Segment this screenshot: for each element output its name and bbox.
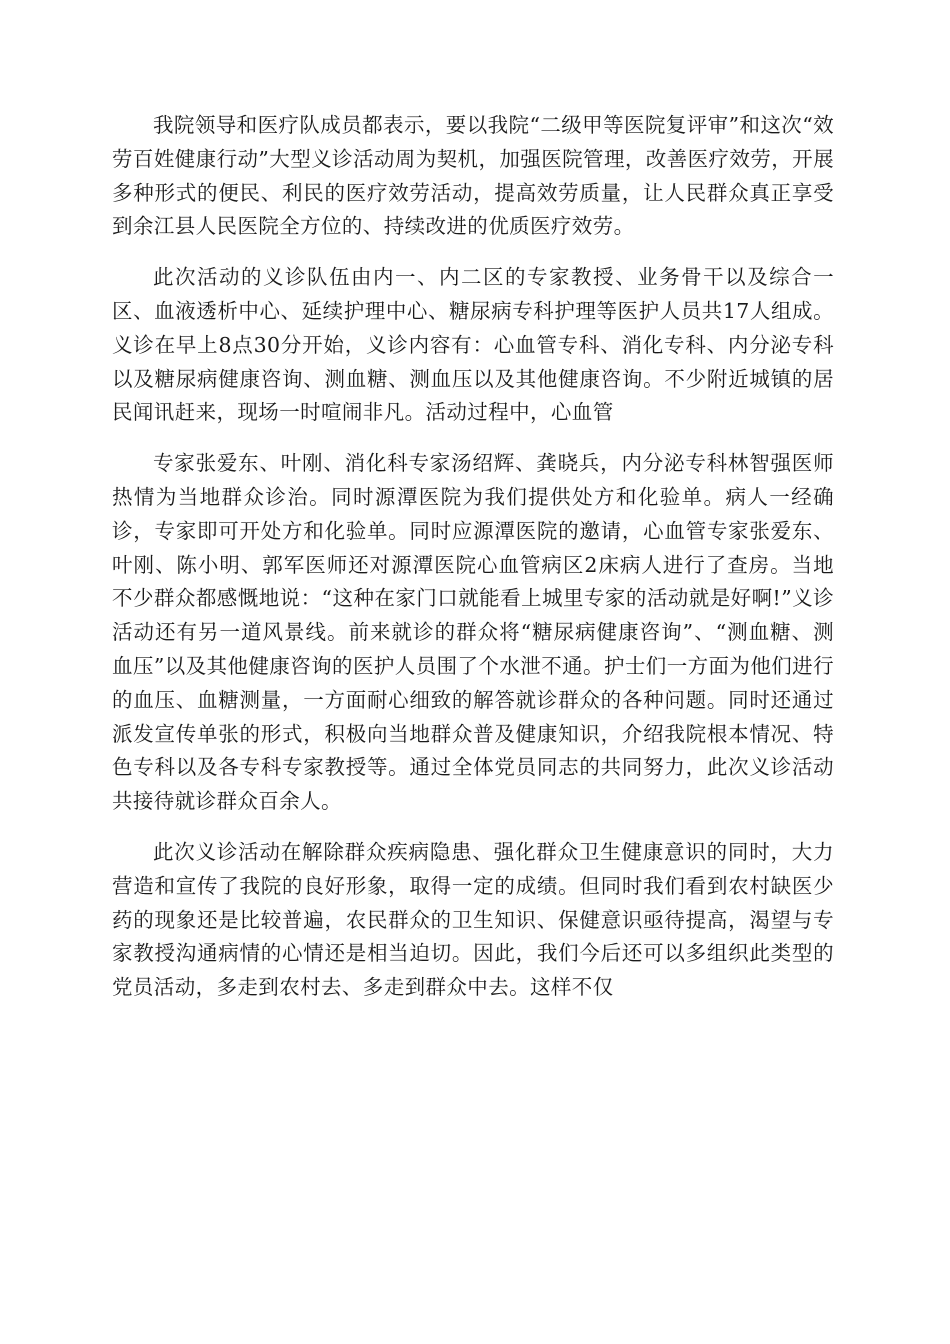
document-body [112, 109, 834, 1005]
paragraph-2: 此次活动的义诊队伍由内一、内二区的专家教授、业务骨干以及综合一区、血液透析中心、延续护理中心、糖尿病专科护理等医护人员共17人组成。义诊在早上8点30分开始，义诊内容有：心血管专科、消化专科、内分泌专科以及糖尿病健康咨询、测血糖、测血压以及其他健康咨询。不少附近城镇的居民闻讯赶来，现场一时喧闹非凡。活动过程中，心血管 [112, 265, 834, 425]
paragraph-4: 此次义诊活动在解除群众疾病隐患、强化群众卫生健康意识的同时，大力营造和宣传了我院的良好形象，取得一定的成绩。但同时我们看到农村缺医少药的现象还是比较普遍，农民群众的卫生知识、保健意识亟待提高，渴望与专家教授沟通病情的心情还是相当迫切。因此，我们今后还可以多组织此类型的党员活动，多走到农村去、多走到群众中去。这样不仅 [112, 839, 834, 1000]
paragraph-3: 专家张爱东、叶刚、消化科专家汤绍辉、龚晓兵，内分泌专科林智强医师热情为当地群众诊治。同时源潭医院为我们提供处方和化验单。病人一经确诊，专家即可开处方和化验单。同时应源潭医院的邀请，心血管专家张爱东、叶刚、陈小明、郭军医师还对源潭医院心血管病区2床病人进行了查房。当地不少群众都感慨地说：“这种在家门口就能看上城里专家的活动就是好啊!”义诊活动还有另一道风景线。前来就诊的群众将“糖尿病健康咨询”、“测血糖、测血压”以及其他健康咨询的医护人员围了个水泄不通。护士们一方面为他们进行的血压、血糖测量，一方面耐心细致的解答就诊群众的各种问题。同时还通过派发宣传单张的形式，积极向当地群众普及健康知识，介绍我院根本情况、特色专科以及各专科专家教授等。通过全体党员同志的共同努力，此次义诊活动共接待就诊群众百余人。 [112, 451, 834, 814]
paragraph-1: 我院领导和医疗队成员都表示，要以我院“二级甲等医院复评审”和这次“效劳百姓健康行动”大型义诊活动周为契机，加强医院管理，改善医疗效劳，开展多种形式的便民、利民的医疗效劳活动，提高效劳质量，让人民群众真正享受到余江县人民医院全方位的、持续改进的优质医疗效劳。 [112, 113, 834, 239]
